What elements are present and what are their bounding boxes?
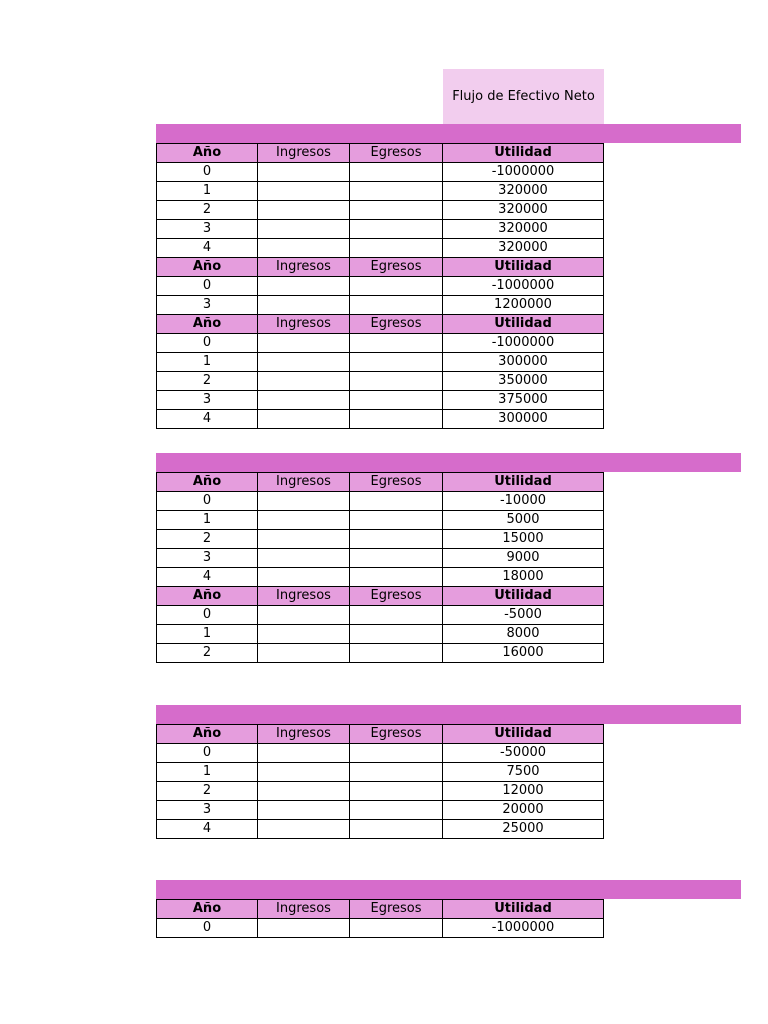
header-utilidad: Utilidad — [443, 587, 604, 606]
table-row — [157, 201, 604, 220]
cash-flow-table — [156, 899, 604, 938]
utilidad-cell[interactable]: 25000 — [443, 820, 604, 839]
header-anio: Año — [157, 725, 258, 744]
egresos-cell[interactable] — [350, 334, 443, 353]
utilidad-cell[interactable]: 320000 — [443, 239, 604, 258]
utilidad-cell[interactable]: 5000 — [443, 511, 604, 530]
utilidad-cell[interactable]: 15000 — [443, 530, 604, 549]
year-cell[interactable]: 2 — [157, 201, 258, 220]
utilidad-cell[interactable]: 320000 — [443, 201, 604, 220]
header-utilidad: Utilidad — [443, 144, 604, 163]
utilidad-cell[interactable]: -50000 — [443, 744, 604, 763]
year-cell[interactable]: 0 — [157, 163, 258, 182]
header-row — [157, 473, 604, 492]
header-egresos: Egresos — [350, 725, 443, 744]
ingresos-cell[interactable] — [258, 744, 350, 763]
utilidad-cell[interactable]: -1000000 — [443, 334, 604, 353]
cash-flow-table — [156, 143, 604, 429]
section-band — [156, 705, 741, 724]
year-cell[interactable]: 0 — [157, 277, 258, 296]
egresos-cell[interactable] — [350, 625, 443, 644]
year-cell[interactable]: 2 — [157, 782, 258, 801]
utilidad-cell[interactable]: 320000 — [443, 220, 604, 239]
page-title — [443, 69, 604, 124]
table-row — [157, 919, 604, 938]
table-row — [157, 239, 604, 258]
year-cell[interactable]: 0 — [157, 492, 258, 511]
header-anio: Año — [157, 258, 258, 277]
header-row — [157, 725, 604, 744]
utilidad-cell[interactable]: 300000 — [443, 353, 604, 372]
egresos-cell[interactable] — [350, 744, 443, 763]
table-row — [157, 568, 604, 587]
utilidad-cell[interactable]: -5000 — [443, 606, 604, 625]
egresos-cell[interactable] — [350, 277, 443, 296]
ingresos-cell[interactable] — [258, 391, 350, 410]
year-cell[interactable]: 3 — [157, 801, 258, 820]
utilidad-cell[interactable]: 20000 — [443, 801, 604, 820]
year-cell[interactable]: 4 — [157, 239, 258, 258]
year-cell[interactable]: 0 — [157, 744, 258, 763]
utilidad-cell[interactable]: 18000 — [443, 568, 604, 587]
table-row — [157, 334, 604, 353]
header-row — [157, 144, 604, 163]
section-band — [156, 124, 741, 143]
ingresos-cell[interactable] — [258, 353, 350, 372]
header-utilidad: Utilidad — [443, 900, 604, 919]
header-anio: Año — [157, 473, 258, 492]
table-row — [157, 353, 604, 372]
egresos-cell[interactable] — [350, 801, 443, 820]
egresos-cell[interactable] — [350, 763, 443, 782]
ingresos-cell[interactable] — [258, 511, 350, 530]
cash-flow-table — [156, 724, 604, 839]
header-anio: Año — [157, 587, 258, 606]
ingresos-cell[interactable] — [258, 530, 350, 549]
header-egresos: Egresos — [350, 258, 443, 277]
utilidad-cell[interactable]: 350000 — [443, 372, 604, 391]
header-row — [157, 587, 604, 606]
header-egresos: Egresos — [350, 900, 443, 919]
header-ingresos: Ingresos — [258, 144, 350, 163]
egresos-cell[interactable] — [350, 182, 443, 201]
ingresos-cell[interactable] — [258, 625, 350, 644]
header-utilidad: Utilidad — [443, 725, 604, 744]
ingresos-cell[interactable] — [258, 820, 350, 839]
header-anio: Año — [157, 900, 258, 919]
table-row — [157, 606, 604, 625]
year-cell[interactable]: 1 — [157, 511, 258, 530]
egresos-cell[interactable] — [350, 782, 443, 801]
egresos-cell[interactable] — [350, 391, 443, 410]
header-ingresos: Ingresos — [258, 315, 350, 334]
egresos-cell[interactable] — [350, 492, 443, 511]
year-cell[interactable]: 3 — [157, 391, 258, 410]
ingresos-cell[interactable] — [258, 239, 350, 258]
title-text: Flujo de Efectivo Neto — [452, 89, 595, 104]
egresos-cell[interactable] — [350, 201, 443, 220]
ingresos-cell[interactable] — [258, 296, 350, 315]
header-egresos: Egresos — [350, 315, 443, 334]
utilidad-cell[interactable]: -10000 — [443, 492, 604, 511]
header-egresos: Egresos — [350, 473, 443, 492]
year-cell[interactable]: 2 — [157, 372, 258, 391]
table-row — [157, 549, 604, 568]
egresos-cell[interactable] — [350, 568, 443, 587]
utilidad-cell[interactable]: 8000 — [443, 625, 604, 644]
section-band — [156, 453, 741, 472]
header-utilidad: Utilidad — [443, 473, 604, 492]
ingresos-cell[interactable] — [258, 919, 350, 938]
header-anio: Año — [157, 144, 258, 163]
year-cell[interactable]: 3 — [157, 549, 258, 568]
header-row — [157, 258, 604, 277]
egresos-cell[interactable] — [350, 606, 443, 625]
year-cell[interactable]: 4 — [157, 820, 258, 839]
year-cell[interactable]: 3 — [157, 296, 258, 315]
egresos-cell[interactable] — [350, 549, 443, 568]
utilidad-cell[interactable]: -1000000 — [443, 919, 604, 938]
egresos-cell[interactable] — [350, 239, 443, 258]
ingresos-cell[interactable] — [258, 568, 350, 587]
ingresos-cell[interactable] — [258, 182, 350, 201]
ingresos-cell[interactable] — [258, 163, 350, 182]
year-cell[interactable]: 0 — [157, 334, 258, 353]
year-cell[interactable]: 3 — [157, 220, 258, 239]
year-cell[interactable]: 1 — [157, 182, 258, 201]
ingresos-cell[interactable] — [258, 334, 350, 353]
egresos-cell[interactable] — [350, 372, 443, 391]
header-egresos: Egresos — [350, 587, 443, 606]
egresos-cell[interactable] — [350, 511, 443, 530]
table-row — [157, 277, 604, 296]
ingresos-cell[interactable] — [258, 763, 350, 782]
utilidad-cell[interactable]: 300000 — [443, 410, 604, 429]
utilidad-cell[interactable]: 7500 — [443, 763, 604, 782]
table-row — [157, 163, 604, 182]
ingresos-cell[interactable] — [258, 410, 350, 429]
utilidad-cell[interactable]: 1200000 — [443, 296, 604, 315]
header-row — [157, 315, 604, 334]
ingresos-cell[interactable] — [258, 801, 350, 820]
egresos-cell[interactable] — [350, 820, 443, 839]
table-row — [157, 763, 604, 782]
year-cell[interactable]: 2 — [157, 644, 258, 663]
table-row — [157, 644, 604, 663]
egresos-cell[interactable] — [350, 163, 443, 182]
table-row — [157, 782, 604, 801]
ingresos-cell[interactable] — [258, 277, 350, 296]
header-anio: Año — [157, 315, 258, 334]
year-cell[interactable]: 1 — [157, 353, 258, 372]
header-utilidad: Utilidad — [443, 258, 604, 277]
table-row — [157, 511, 604, 530]
table-row — [157, 801, 604, 820]
utilidad-cell[interactable]: 16000 — [443, 644, 604, 663]
table-row — [157, 296, 604, 315]
utilidad-cell[interactable]: -1000000 — [443, 277, 604, 296]
egresos-cell[interactable] — [350, 353, 443, 372]
table-row — [157, 744, 604, 763]
header-ingresos: Ingresos — [258, 258, 350, 277]
table-row — [157, 625, 604, 644]
egresos-cell[interactable] — [350, 220, 443, 239]
egresos-cell[interactable] — [350, 296, 443, 315]
utilidad-cell[interactable]: 320000 — [443, 182, 604, 201]
header-ingresos: Ingresos — [258, 900, 350, 919]
header-utilidad: Utilidad — [443, 315, 604, 334]
egresos-cell[interactable] — [350, 530, 443, 549]
table-row — [157, 820, 604, 839]
egresos-cell[interactable] — [350, 410, 443, 429]
ingresos-cell[interactable] — [258, 606, 350, 625]
table-row — [157, 410, 604, 429]
ingresos-cell[interactable] — [258, 549, 350, 568]
utilidad-cell[interactable]: -1000000 — [443, 163, 604, 182]
egresos-cell[interactable] — [350, 644, 443, 663]
year-cell[interactable]: 0 — [157, 919, 258, 938]
table-row — [157, 492, 604, 511]
ingresos-cell[interactable] — [258, 782, 350, 801]
section-band — [156, 880, 741, 899]
year-cell[interactable]: 1 — [157, 763, 258, 782]
year-cell[interactable]: 1 — [157, 625, 258, 644]
ingresos-cell[interactable] — [258, 644, 350, 663]
ingresos-cell[interactable] — [258, 201, 350, 220]
year-cell[interactable]: 2 — [157, 530, 258, 549]
utilidad-cell[interactable]: 9000 — [443, 549, 604, 568]
table-row — [157, 182, 604, 201]
egresos-cell[interactable] — [350, 919, 443, 938]
header-ingresos: Ingresos — [258, 473, 350, 492]
table-row — [157, 530, 604, 549]
header-ingresos: Ingresos — [258, 725, 350, 744]
table-row — [157, 372, 604, 391]
header-row — [157, 900, 604, 919]
year-cell[interactable]: 0 — [157, 606, 258, 625]
utilidad-cell[interactable]: 12000 — [443, 782, 604, 801]
cash-flow-table — [156, 472, 604, 663]
year-cell[interactable]: 4 — [157, 568, 258, 587]
year-cell[interactable]: 4 — [157, 410, 258, 429]
utilidad-cell[interactable]: 375000 — [443, 391, 604, 410]
ingresos-cell[interactable] — [258, 220, 350, 239]
table-row — [157, 220, 604, 239]
ingresos-cell[interactable] — [258, 372, 350, 391]
header-ingresos: Ingresos — [258, 587, 350, 606]
ingresos-cell[interactable] — [258, 492, 350, 511]
header-egresos: Egresos — [350, 144, 443, 163]
table-row — [157, 391, 604, 410]
